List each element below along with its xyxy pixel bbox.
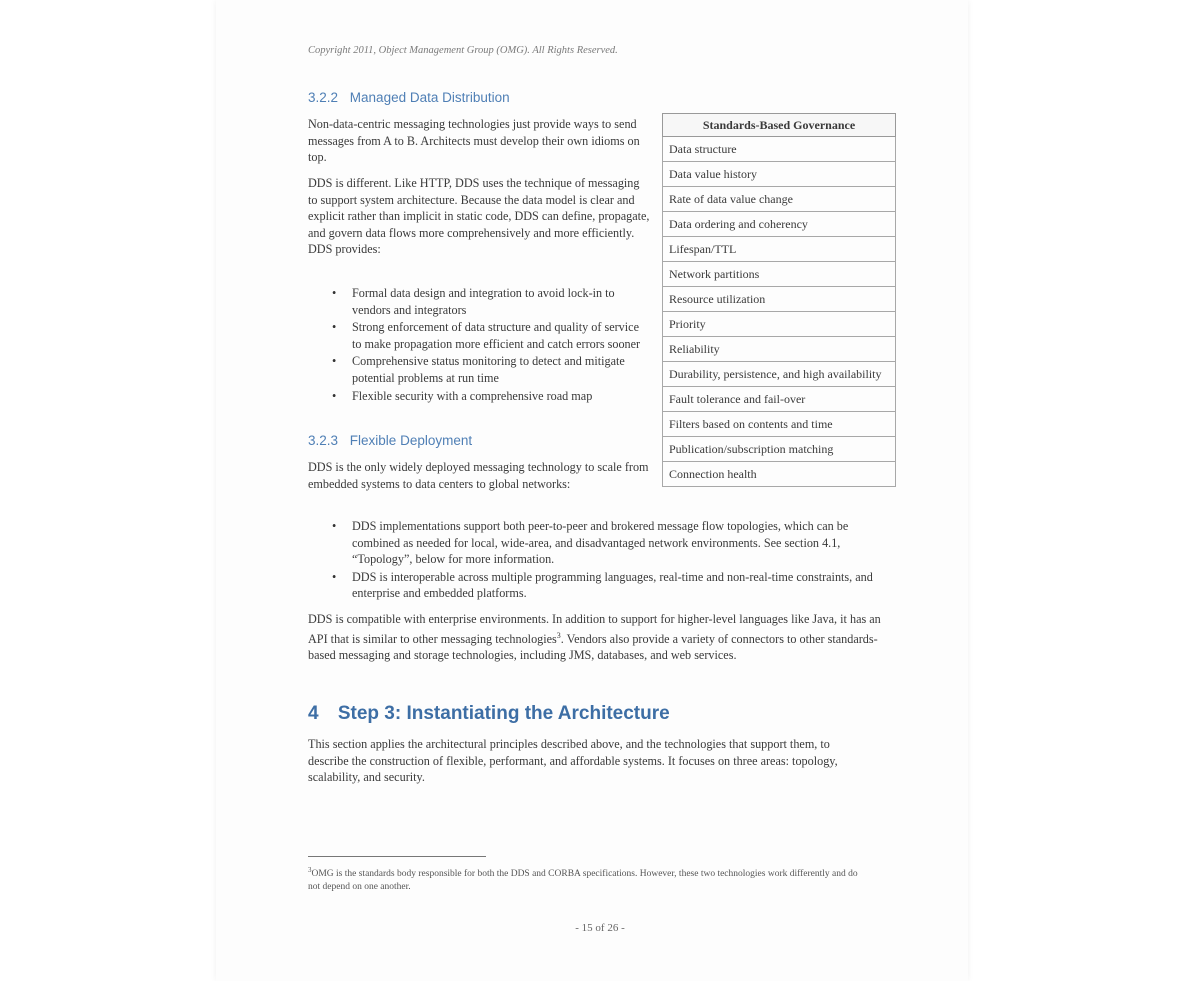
list-item: • Flexible security with a comprehensive road map <box>328 388 650 405</box>
section-number: 3.2.3 <box>308 433 339 448</box>
section-title: Flexible Deployment <box>349 433 473 448</box>
paragraph-text: . Vendors also provide a variety of connectors to other standards-based messaging and storage technologies, including JMS, databases, and web services. <box>308 631 878 663</box>
table-cell: Priority <box>663 312 896 337</box>
footnote-divider <box>308 856 486 857</box>
table-header: Standards-Based Governance <box>663 114 896 137</box>
bullet-list <box>328 518 882 603</box>
list-item: • DDS implementations support both peer-to-peer and brokered message flow topologies, which can be combined as needed for local, wide-area, and disadvantaged network environments. See section 4.1, “Topology”, below for more information. <box>328 518 882 568</box>
table-cell: Resource utilization <box>663 287 896 312</box>
table-cell: Network partitions <box>663 262 896 287</box>
chapter-number: 4 <box>308 703 319 724</box>
list-item: • Strong enforcement of data structure and quality of service to make propagation more efficient and catch errors sooner <box>328 319 650 352</box>
list-item: • Formal data design and integration to avoid lock-in to vendors and integrators <box>328 285 650 318</box>
governance-table <box>662 113 896 487</box>
table-cell: Publication/subscription matching <box>663 437 896 462</box>
list-item: • Comprehensive status monitoring to detect and mitigate potential problems at run time <box>328 353 650 386</box>
section-heading-managed-data <box>308 90 510 105</box>
table-cell: Reliability <box>663 337 896 362</box>
chapter-heading <box>308 703 670 725</box>
table-cell: Data ordering and coherency <box>663 212 896 237</box>
footnote-ref[interactable]: 3 <box>556 630 561 640</box>
table-cell: Filters based on contents and time <box>663 412 896 437</box>
bullet-list <box>328 285 650 405</box>
list-item: • DDS is interoperable across multiple programming languages, real-time and non-real-time constraints, and enterprise and embedded platforms. <box>328 569 882 602</box>
table-cell: Durability, persistence, and high availability <box>663 362 896 387</box>
paragraph: Non-data-centric messaging technologies just provide ways to send messages from A to B. Architects must develop their own idioms on top. <box>308 117 640 165</box>
footnote-text: OMG is the standards body responsible for both the DDS and CORBA specifications. However, these two technologies work differently and do not depend on one another. <box>308 869 858 893</box>
chapter-title: Step 3: Instantiating the Architecture <box>337 703 670 724</box>
paragraph: DDS is the only widely deployed messaging technology to scale from embedded systems to data centers to global networks: <box>308 460 649 491</box>
paragraph <box>308 611 888 664</box>
copyright-header: Copyright 2011, Object Management Group (OMG). All Rights Reserved. <box>308 45 618 56</box>
table-cell: Data value history <box>663 162 896 187</box>
section-number: 3.2.2 <box>308 90 339 105</box>
footnote <box>308 864 868 894</box>
paragraph: DDS is different. Like HTTP, DDS uses the technique of messaging to support system architecture. Because the data model is clear and explicit rather than implicit in static code, DDS can define, propagate, and govern data flows more comprehensively and more efficiently. DDS provides: <box>308 176 650 257</box>
table-cell: Connection health <box>663 462 896 487</box>
section-title: Managed Data Distribution <box>349 90 510 105</box>
table-cell: Rate of data value change <box>663 187 896 212</box>
paragraph: This section applies the architectural principles described above, and the technologies that support them, to describe the construction of flexible, performant, and affordable systems. It focuses on three areas: topology, scalability, and security. <box>308 737 838 785</box>
table-cell: Lifespan/TTL <box>663 237 896 262</box>
table-cell: Data structure <box>663 137 896 162</box>
footnote-mark: 3 <box>308 866 312 874</box>
page-number: - 15 of 26 - <box>575 922 625 934</box>
section-heading-flexible-deployment <box>308 433 472 448</box>
table-cell: Fault tolerance and fail-over <box>663 387 896 412</box>
paragraph-text: DDS is compatible with enterprise environments. In addition to support for higher-level languages like Java, it has an API that is similar to other messaging technologies <box>308 612 881 646</box>
